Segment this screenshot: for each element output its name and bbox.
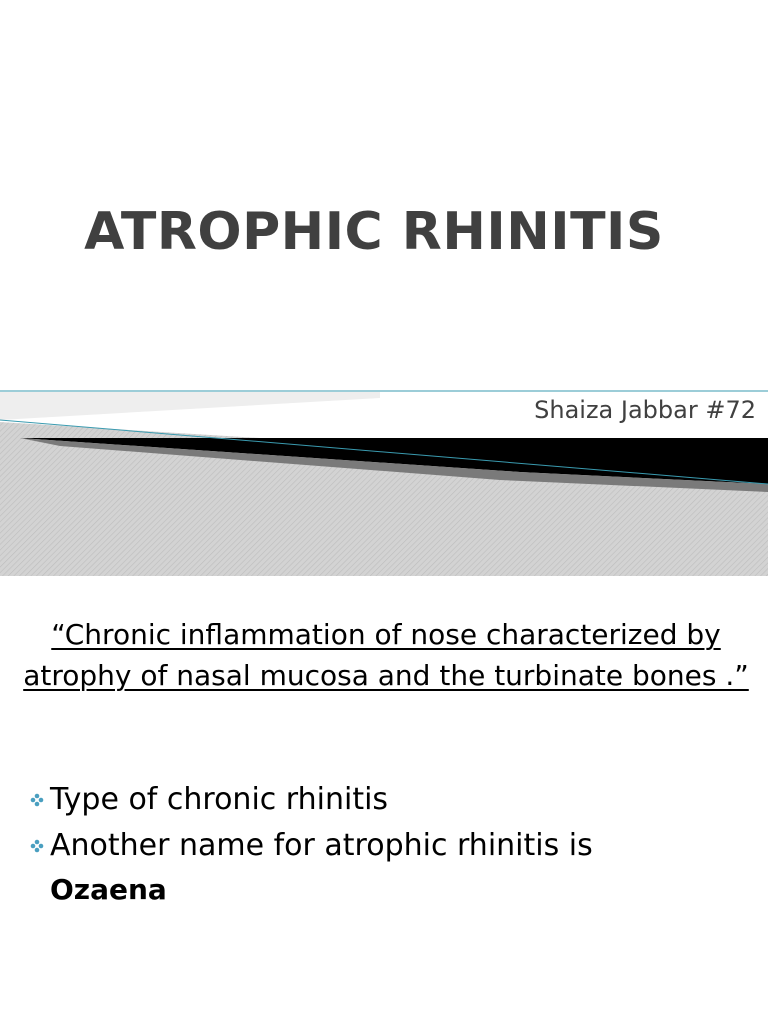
bullet-text: Type of chronic rhinitis bbox=[50, 782, 389, 817]
slide-title: ATROPHIC RHINITIS bbox=[84, 202, 664, 262]
definition-text: “Chronic inflammation of nose characterized by atrophy of nasal mucosa and the turbinate bones .” bbox=[23, 618, 749, 692]
bullet-item bbox=[30, 778, 750, 822]
slide-subtitle: Shaiza Jabbar #72 bbox=[534, 396, 756, 424]
bullet-term: Ozaena bbox=[50, 873, 167, 906]
bullet-text bbox=[50, 824, 750, 912]
bullet-item bbox=[30, 824, 750, 912]
diamond-bullet-icon bbox=[30, 824, 50, 868]
bullet-text-main: Another name for atrophic rhinitis is bbox=[50, 828, 593, 863]
diamond-bullet-icon bbox=[30, 778, 50, 822]
band-top-strip bbox=[0, 392, 380, 420]
bullet-list bbox=[30, 778, 750, 914]
content-slide bbox=[0, 576, 768, 1024]
